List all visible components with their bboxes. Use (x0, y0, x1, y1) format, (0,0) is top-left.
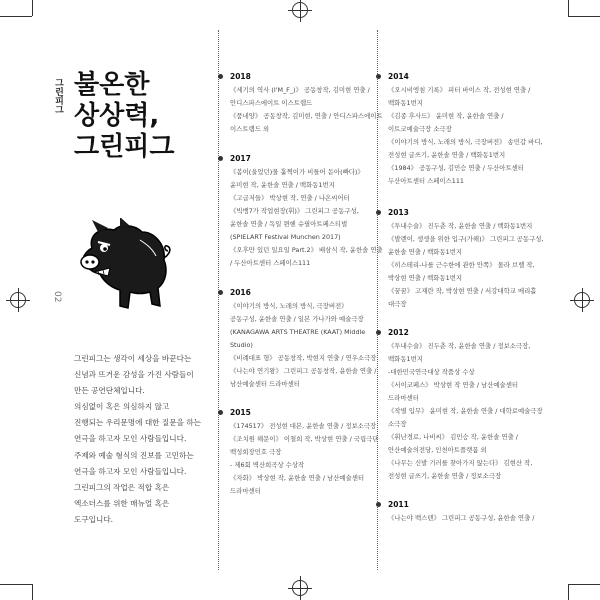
entry-line: 윤한솔 연출 / 백화동1번지 (388, 248, 463, 256)
entry-line: 《자화》 박상현 작, 윤한솔 연출 / 남산예술센터 (230, 474, 365, 482)
timeline-year-2015 (230, 408, 378, 498)
timeline-left (230, 0, 395, 600)
entry-line: 《작별 입무》 윤미현 작, 윤한솔 연출 / 대학로예술극장 (388, 407, 543, 415)
entry-list (388, 84, 543, 188)
page-title (74, 70, 174, 163)
entry-line: 두산아트센터 스페이스111 (388, 177, 464, 185)
crop-mark-top-left (0, 16, 32, 17)
intro-line: 주제와 예술 형식의 진보를 고민하는 (74, 450, 194, 460)
registration-mark-left (10, 292, 26, 308)
crop-mark-bottom-right-v (568, 584, 569, 600)
entry-list (230, 420, 378, 498)
entry-line: 백화동1번지 (388, 99, 423, 107)
intro-line: 의심없이 혹은 의심하지 않고 (74, 402, 170, 412)
year-label: 2012 (388, 328, 543, 337)
entry-line: 소극장 (388, 420, 407, 428)
entry-line: 《투내수술》 진두춘 작, 윤한솔 연출 / 정보소극장, (388, 342, 531, 350)
year-label: 2017 (230, 154, 383, 163)
entry-line: 안산예술의전당, 인천아트플랫폼 외 (388, 446, 487, 454)
entry-line: 《빅뱅7가 작업현장(휘)》 그린피그 공동구성, (230, 207, 359, 215)
entry-line: 《조치원 해문이》 이철희 작, 박상현 연출 / 국립극단 (230, 435, 379, 443)
entry-line: 백성희장민호 극장 (230, 448, 282, 456)
entry-line: 《174517》 전성현 대본, 윤한솔 연출 / 정보소극장 (230, 422, 377, 430)
entry-line: 《나는야 백스텐》 그린피그 공동구성, 윤한솔 연출 / (388, 514, 535, 522)
entry-line: 《나는야 연기왕》 그린피그 공동창작, 윤한솔 연출 / (230, 367, 377, 375)
entry-list (230, 84, 383, 136)
column-divider-left (218, 30, 219, 570)
entry-line: 윤미현 작, 윤한솔 연출 / 백화동1번지 (230, 181, 335, 189)
entry-line: 《오시비엥침 기록》 피터 바이스 작, 전성현 연출 / (388, 86, 531, 94)
entry-line: 드라마센터 (388, 394, 419, 402)
year-label: 2018 (230, 72, 383, 81)
page-number: 02 (52, 291, 62, 303)
intro-line: 도구입니다. (74, 514, 114, 524)
entry-line: 《오후만 있던 일요일 Part.2》 배삼식 작, 윤한솔 연출 (230, 246, 383, 254)
registration-mark-right (574, 292, 590, 308)
intro-line: 만든 공연단체입니다. (74, 386, 145, 396)
entry-line: 《이야기의 방식, 노래의 방식, 극장버전》 (230, 302, 348, 310)
crop-mark-top-left-v (32, 0, 33, 16)
entry-line: 대극장 (388, 300, 407, 308)
crop-mark-bottom-left-v (32, 584, 33, 600)
entry-line: 《이야기의 방식, 노래의 방식, 극장버전》 송민갑 바디, (388, 138, 543, 146)
entry-list (230, 166, 383, 270)
entry-line: 《꿈꿈》 고재란 작, 박상현 연출 / 서강대학교 메리홀 (388, 287, 537, 295)
entry-line: 《히스테리-나를 근수한에 관한 안쪽》 몰라 브렐 작, (388, 261, 535, 269)
intro-line: 진행되는 우리문명에 대한 질문을 하는 (74, 418, 202, 428)
entry-line: 《휘난경로, 나비씨》 김민승 작, 윤한솔 연출 / (388, 433, 518, 441)
crop-mark-top-right-v (568, 0, 569, 16)
year-label: 2013 (388, 208, 543, 217)
intro-line: 연극을 하고자 모인 사람들입니다. (74, 466, 187, 476)
entry-list (388, 340, 543, 483)
timeline-year-2018 (230, 72, 383, 136)
entry-line: 《투내수술》 진두춘 작, 윤한솔 연출 / 백화동1번지 (388, 222, 533, 230)
year-label: 2011 (388, 500, 534, 509)
entry-line: 《김종 후사드》 윤미현 작, 윤한솔 연출 / (388, 112, 504, 120)
crop-mark-bottom-right (568, 584, 600, 585)
entry-line: (SPIELART Festival Munchen 2017) (230, 233, 341, 241)
title-line: 그린피그 (74, 132, 175, 162)
entry-line: - 제6회 벽산희곡상 수상작 (230, 461, 305, 469)
crop-mark-top-right (568, 16, 600, 17)
intro-line: 엑소더스를 위한 매뉴얼 혹은 (74, 498, 170, 508)
intro-line: 연극을 하고자 모인 사람들입니다. (74, 434, 187, 444)
entry-line: 전성현 글쓰기, 윤한솔 연출 / 백화동1번지 (388, 151, 506, 159)
timeline-year-2012 (388, 328, 543, 483)
timeline-year-2011 (388, 500, 534, 525)
entry-line: -대한민국연극대상 작품상 수상 (388, 368, 475, 376)
timeline-right (388, 0, 553, 600)
intro-text (74, 351, 224, 528)
title-line: 상상력, (74, 101, 160, 131)
pig-illustration (74, 218, 172, 313)
entry-line: 《고급저들》 박상현 작, 연출 / 나온씨어터 (230, 194, 350, 202)
entry-line: 이스트랩드 외 (230, 125, 270, 133)
year-label: 2015 (230, 408, 378, 417)
year-label: 2014 (388, 72, 543, 81)
entry-line: 《품네양》 공동창작, 김미현, 연출 / 안디스파스에이트 (230, 112, 383, 120)
entry-line: / 두산아트센터 스페이스111 (230, 259, 311, 267)
entry-line: 《봄이(울었던)물 훌쩍이가 비틀어 돋아(빠다)》 (230, 168, 364, 176)
timeline-year-2016 (230, 288, 376, 391)
entry-list (388, 220, 543, 311)
intro-line: 그린피그의 작업은 적합 혹은 (74, 482, 170, 492)
timeline-year-2014 (388, 72, 543, 188)
entry-line: 윤한솔 연출 / 독일 뮌헨 슈필아트페스티벌 (230, 220, 348, 228)
year-label: 2016 (230, 288, 376, 297)
entry-line: 안디스파스에이트 이스트랩드 (230, 99, 313, 107)
entry-line: 백화동1번지 (388, 355, 423, 363)
entry-line: 공동구성, 윤한솔 연출 / 일본 가나가와 예술극장 (230, 315, 364, 323)
entry-line: 이트코예술극장 소극장 (388, 125, 452, 133)
intro-line: 그린피그는 생각이 세상을 바꾼다는 (74, 354, 192, 363)
entry-list (230, 300, 376, 391)
title-line: 불온한 (74, 70, 150, 100)
entry-line: 남산예술센터 드라마센터 (230, 380, 300, 388)
timeline-year-2013 (388, 208, 543, 311)
timeline-year-2017 (230, 154, 383, 270)
entry-line: 《나무는 신발 기러를 찾아가지 않는다》 김현산 작, (388, 459, 533, 467)
entry-line: Studio) (230, 341, 253, 349)
intro-line: 신념과 뜨거운 감성을 가진 사람들이 (74, 370, 194, 380)
entry-line: 《1984》 공동구성, 김민승 연출 / 두산아트센터 (388, 164, 524, 172)
crop-mark-bottom-left (0, 584, 32, 585)
entry-line: 《비례대표 형》 공동창작, 박현지 연출 / 연우소극장 (230, 354, 377, 362)
side-label: 그린피그 (53, 78, 63, 114)
entry-line: 《발렌이, 생생을 위한 입구(가해)》 그린피그 공동구성, (388, 235, 544, 243)
entry-line: 드라마센터 (230, 487, 261, 495)
entry-line: (KANAGAWA ARTS THEATRE (KAAT) Middle (230, 328, 366, 336)
entry-list (388, 512, 534, 525)
entry-line: 박상현 연출 / 백화동1번지 (388, 274, 463, 282)
entry-line: 《세기의 역사 (I'M_F_)》 공동창작, 김미현 연출 / (230, 86, 370, 94)
entry-line: 《서이코페스》 박상현 작 연출 / 남산예술센터 (388, 381, 519, 389)
entry-line: 전성현 글쓰기, 윤한솔 연출 / 정보소극장 (388, 472, 502, 480)
